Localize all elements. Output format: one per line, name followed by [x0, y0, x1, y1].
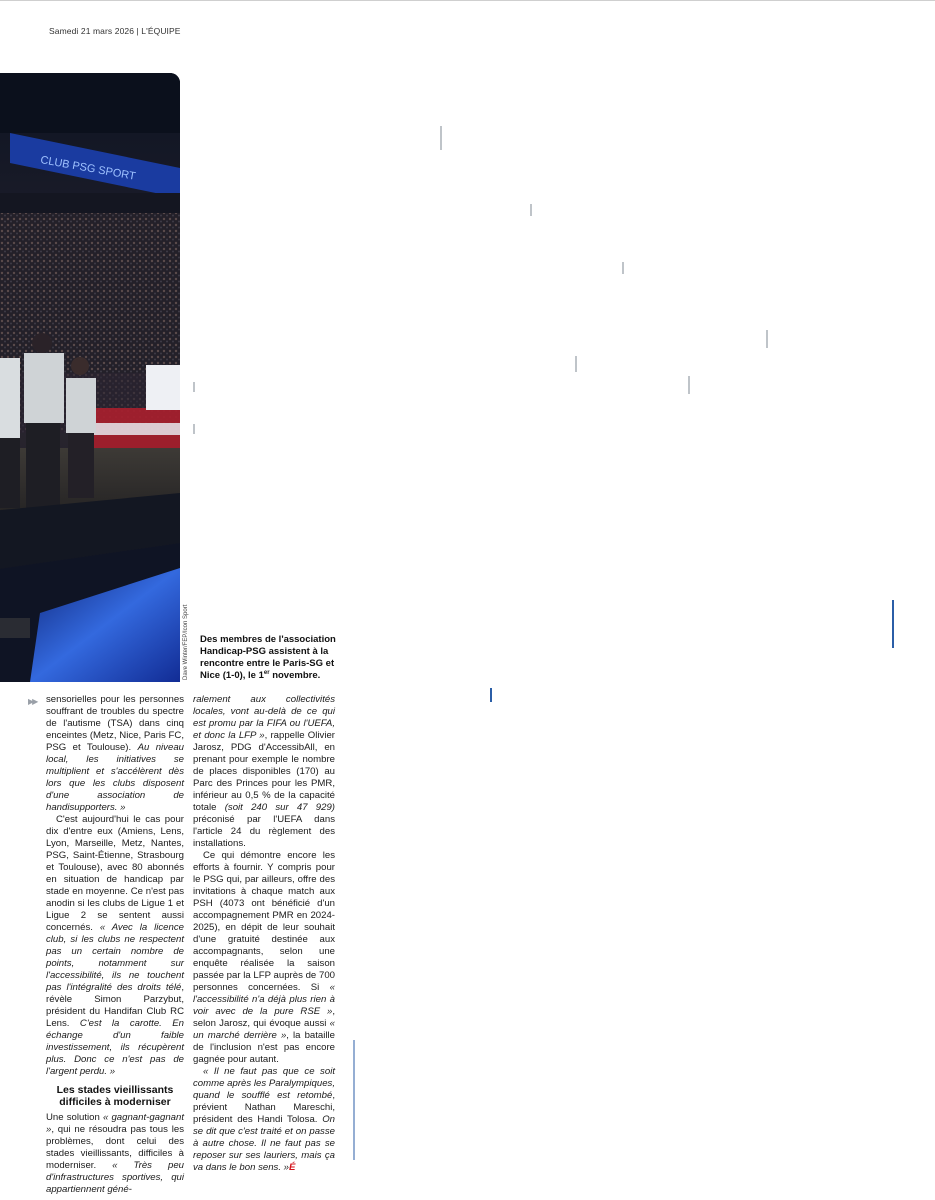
paragraph: C'est aujourd'hui le cas pour dix d'entre eux (Amiens, Lens, Lyon, Marseille, Metz, Nantes, PSG, Saint-Étienne, Strasbourg et Toulouse), avec 80 abonnés en situation de handicap par stade en moyenne. Ce n'est pas anodin si les clubs de Ligue 1 et Ligue 2 se sentent aussi concernés. « Avec la licence club, si les clubs ne respectent pas un certain nombre de points, notamment sur l'accessibilité, ils ne touchent pas l'intégralité des droits télé, révèle Simon Parzybut, président du Handifan Club RC Lens. C'est la carotte. En échange d'un faible investissement, ils récupèrent plus. Donc ce n'est pas de l'argent perdu. »	[46, 814, 184, 1077]
section-subheading: Les stades vieillissants difficiles à moderniser	[56, 1084, 174, 1108]
scan-speck	[688, 376, 690, 394]
paragraph: Une solution « gagnant-gagnant », qui ne résoudra pas tous les problèmes, dont celui des stades vieillissants, difficiles à moderniser. « Très peu d'infrastructures sportives, qui appartiennent géné-	[46, 1112, 185, 1195]
end-mark-icon: É	[289, 1162, 296, 1173]
continuation-arrow-icon: ▶▶	[28, 697, 37, 706]
photo-board-text: CLUB PSG SPORT	[39, 154, 137, 183]
scan-speck	[193, 424, 195, 434]
paragraph: sensorielles pour les personnes souffrant de troubles du spectre de l'autisme (TSA) dans cinq enceintes (Metz, Nice, Paris FC, PSG et Toulouse). Au niveau local, les initiatives se multiplient et s'accélèrent dès lors que les clubs disposent d'une association de handisupporters. »	[46, 694, 184, 813]
scan-speck	[530, 204, 532, 216]
paragraph: « Il ne faut pas que ce soit comme après les Paralympiques, quand le soufflé est retombé, prévient Nathan Mareschi, président des Handi Tolosa. On se dit que c'est traité et on passe à autre chose. Il ne faut pas se reposer sur ses lauriers, mais ça va dans le bon sens. »É	[193, 1066, 335, 1173]
scan-speck	[892, 600, 894, 648]
scan-speck	[622, 262, 624, 274]
page-folio: Samedi 21 mars 2026 | L'ÉQUIPE	[49, 26, 181, 36]
scan-speck	[440, 126, 442, 150]
photo-caption: Des membres de l'association Handicap-PSG assistent à la rencontre entre le Paris-SG et Nice (1-0), le 1er novembre.	[200, 634, 336, 681]
photo-credit: Dave Winter/FEP/Icon Sport	[183, 604, 189, 680]
stadium-photo	[0, 73, 180, 682]
article-column-1	[46, 694, 184, 1196]
scan-speck	[490, 688, 492, 702]
scan-speck	[575, 356, 577, 372]
paragraph: Ce qui démontre encore les efforts à fournir. Y compris pour le PSG qui, par ailleurs, offre des invitations à chaque match aux PSH (4073 ont bénéficié d'un accompagnement PMR en 2024-2025), en dépit de leur souhait d'une gratuité destinée aux accompagnants, selon une enquête réalisée la saison passée par la LFP auprès de 700 personnes concernées. Si « l'accessibilité n'a déjà plus rien à voir avec de la pure RSE », selon Jarosz, qui évoque aussi « un marché derrière », la bataille de l'inclusion n'est pas encore gagnée pour autant.	[193, 850, 335, 1065]
scan-speck	[353, 1040, 355, 1160]
paragraph: ralement aux collectivités locales, vont au-delà de ce qui est promu par la FIFA ou l'UEFA, et donc la LFP », rappelle Olivier Jarosz, PDG d'AccessibAll, en prenant pour exemple le nombre de places disponibles (170) au Parc des Princes pour les PMR, inférieur au 0,5 % de la capacité totale (soit 240 sur 47 929) préconisé par l'UEFA dans l'article 24 du règlement des installations.	[193, 694, 335, 849]
top-rule	[0, 0, 935, 1]
article-column-2	[193, 694, 335, 1174]
scan-speck	[193, 382, 195, 392]
scan-speck	[766, 330, 768, 348]
